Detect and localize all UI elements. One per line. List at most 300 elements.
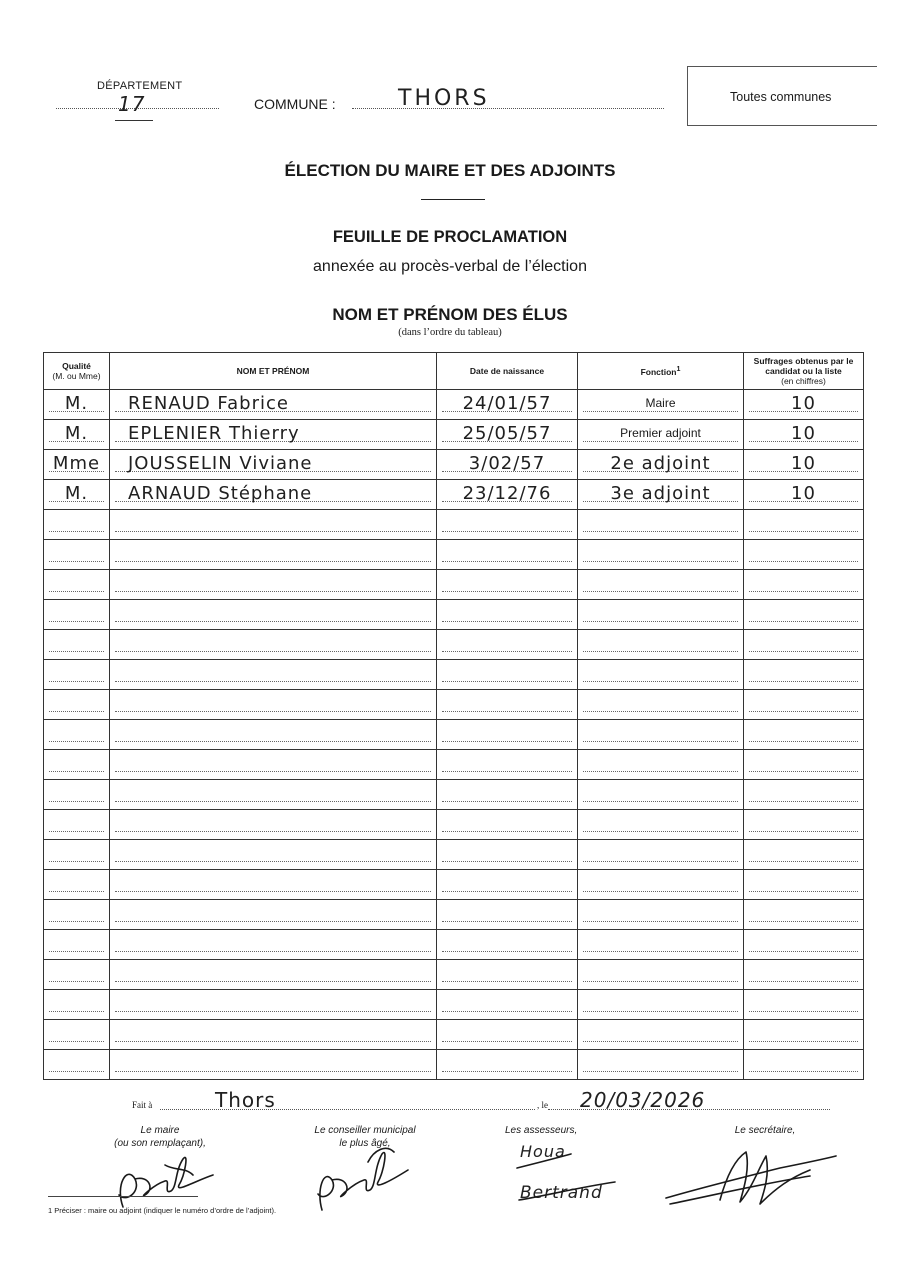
table-row-empty [44,780,864,810]
cell-fonction [578,660,744,690]
cell-fonction [578,990,744,1020]
dotted-line [115,1011,431,1012]
dotted-line [442,741,572,742]
list-subtitle: (dans l’ordre du tableau) [398,327,502,338]
cell-fonction [578,750,744,780]
cell-suffrages [744,1020,864,1050]
dotted-line [49,831,104,832]
cell-nom [110,810,437,840]
dotted-line [49,591,104,592]
table-row-empty [44,720,864,750]
cell-fonction [578,570,744,600]
cell-qualite [44,990,110,1020]
dotted-line [583,411,738,412]
cell-suffrages [744,450,864,480]
dotted-line [583,741,738,742]
dotted-line [749,561,858,562]
table-row-empty [44,690,864,720]
dotted-line [749,891,858,892]
commune-value: THORS [398,86,490,111]
cell-qualite-value: M. [64,483,89,504]
cell-suffrages [744,750,864,780]
header-nom: NOM ET PRÉNOM [110,353,437,390]
table-row-empty [44,510,864,540]
cell-qualite [44,540,110,570]
conseiller-caption-line1: Le conseiller municipal [314,1125,416,1136]
header-date: Date de naissance [437,353,578,390]
dotted-line [115,621,431,622]
cell-qualite [44,960,110,990]
maire-caption-line1: Le maire [140,1125,180,1136]
cell-qualite-value: M. [64,393,89,414]
cell-suffrages [744,630,864,660]
cell-fonction-value: Maire [645,396,676,410]
dotted-line [115,561,431,562]
dotted-line [583,921,738,922]
cell-date [437,840,578,870]
dotted-line [442,591,572,592]
dotted-line [583,951,738,952]
cell-date-value: 3/02/57 [468,453,546,474]
table-row [44,420,864,450]
cell-date [437,720,578,750]
cell-suffrages [744,930,864,960]
dotted-line [442,1071,572,1072]
table-row-empty [44,540,864,570]
commune-label: COMMUNE : [254,96,336,112]
table-row [44,450,864,480]
dotted-line [749,591,858,592]
header-fonction-sup: 1 [676,364,681,373]
cell-fonction [578,390,744,420]
cell-nom [110,390,437,420]
le-value: 20/03/2026 [580,1088,706,1112]
dotted-line [49,1071,104,1072]
header-qualite-label: Qualité [62,360,91,371]
table-row-empty [44,1020,864,1050]
cell-qualite [44,840,110,870]
cell-qualite [44,450,110,480]
assesseurs-caption: Les assesseurs, [505,1125,578,1136]
cell-suffrages [744,1050,864,1080]
dotted-line [115,681,431,682]
dotted-line [442,681,572,682]
dotted-line [749,531,858,532]
cell-nom [110,960,437,990]
cell-suffrages [744,390,864,420]
dotted-line [583,561,738,562]
dotted-line [442,981,572,982]
dotted-line [749,1071,858,1072]
cell-fonction [578,630,744,660]
cell-date [437,750,578,780]
cell-fonction [578,1020,744,1050]
cell-suffrages-value: 10 [791,483,816,504]
cell-fonction-value: 3e adjoint [610,483,711,504]
table-row-empty [44,630,864,660]
cell-date [437,690,578,720]
cell-nom [110,480,437,510]
dotted-line [583,531,738,532]
table-row-empty [44,750,864,780]
dotted-line [49,861,104,862]
cell-qualite [44,750,110,780]
dotted-line [442,1011,572,1012]
cell-suffrages [744,420,864,450]
secretaire-signature [660,1148,840,1208]
cell-suffrages [744,510,864,540]
dotted-line [49,621,104,622]
cell-qualite [44,510,110,540]
cell-nom [110,930,437,960]
dotted-line [583,711,738,712]
dotted-line [49,891,104,892]
footnote-rule [48,1196,198,1197]
dotted-line [49,771,104,772]
dotted-line [749,651,858,652]
cell-date [437,900,578,930]
dotted-line [442,831,572,832]
dotted-line [583,801,738,802]
dotted-line [749,741,858,742]
title-rule [421,199,485,200]
dotted-line [115,831,431,832]
dotted-line [115,1041,431,1042]
dotted-line [442,891,572,892]
dotted-line [442,951,572,952]
cell-suffrages-value: 10 [791,423,816,444]
dotted-line [583,831,738,832]
cell-qualite [44,870,110,900]
cell-nom [110,720,437,750]
cell-nom [110,840,437,870]
cell-qualite [44,660,110,690]
cell-date [437,630,578,660]
cell-suffrages [744,990,864,1020]
dotted-line [49,801,104,802]
table-row-empty [44,870,864,900]
dotted-line [583,1011,738,1012]
cell-suffrages-value: 10 [791,453,816,474]
dotted-line [749,771,858,772]
table-body [44,390,864,1080]
secretaire-caption: Le secrétaire, [734,1125,796,1136]
cell-suffrages [744,780,864,810]
dotted-line [115,711,431,712]
cell-nom-value: EPLENIER Thierry [128,423,300,444]
dotted-line [749,681,858,682]
dotted-line [49,741,104,742]
cell-date [437,540,578,570]
cell-date [437,480,578,510]
fait-label: Fait à [132,1100,153,1110]
cell-suffrages [744,660,864,690]
dotted-line [749,831,858,832]
cell-fonction-value: Premier adjoint [620,426,701,440]
dotted-line [583,771,738,772]
cell-nom [110,510,437,540]
cell-suffrages-value: 10 [791,393,816,414]
cell-suffrages [744,690,864,720]
cell-suffrages [744,600,864,630]
dotted-line [49,681,104,682]
dotted-line [49,981,104,982]
dotted-line [115,771,431,772]
dotted-line [49,711,104,712]
cell-suffrages [744,720,864,750]
cell-fonction-value: 2e adjoint [610,453,711,474]
header-fonction [578,353,744,390]
cell-fonction [578,720,744,750]
dotted-line [442,711,572,712]
cell-qualite [44,780,110,810]
dotted-line [49,1011,104,1012]
cell-nom [110,570,437,600]
cell-suffrages [744,870,864,900]
cell-qualite-value: Mme [52,453,101,474]
assesseur-2-signature: Bertrand [520,1183,603,1203]
table-row-empty [44,570,864,600]
cell-fonction [578,960,744,990]
dotted-line [442,861,572,862]
dotted-line [442,1041,572,1042]
cell-date [437,450,578,480]
table-row-empty [44,1050,864,1080]
table-row-empty [44,600,864,630]
cell-date [437,810,578,840]
sheet-subtitle: annexée au procès-verbal de l’élection [313,258,587,275]
dotted-line [49,1041,104,1042]
cell-fonction [578,930,744,960]
dotted-line [583,651,738,652]
dotted-line [49,951,104,952]
cell-qualite [44,1020,110,1050]
table-row-empty [44,900,864,930]
dotted-line [583,1071,738,1072]
dotted-line [442,771,572,772]
dotted-line [442,561,572,562]
footnote: 1 Préciser : maire ou adjoint (indiquer le numéro d’ordre de l’adjoint). [48,1206,277,1215]
dotted-line [115,951,431,952]
departement-value: 17 [118,92,146,116]
conseiller-caption-line2: le plus âgé, [339,1137,391,1149]
cell-qualite [44,480,110,510]
dotted-line [583,981,738,982]
dotted-line [749,801,858,802]
table-row-empty [44,810,864,840]
cell-qualite [44,690,110,720]
cell-date [437,1050,578,1080]
cell-nom [110,870,437,900]
dotted-line [115,801,431,802]
cell-suffrages [744,540,864,570]
table-row-empty [44,960,864,990]
dotted-line [583,621,738,622]
cell-nom-value: JOUSSELIN Viviane [128,453,313,474]
dotted-line [115,861,431,862]
dotted-line [583,891,738,892]
cell-qualite [44,930,110,960]
list-title: NOM ET PRÉNOM DES ÉLUS [332,305,568,324]
cell-nom [110,600,437,630]
table-row [44,390,864,420]
table-header-row [44,353,864,390]
dotted-line [442,621,572,622]
dotted-line [583,1041,738,1042]
assesseur-1-signature: Houa [520,1142,566,1161]
cell-date [437,780,578,810]
cell-suffrages [744,840,864,870]
cell-qualite-value: M. [64,423,89,444]
header-suffrages-sub: (en chiffres) [781,376,826,387]
cell-nom [110,540,437,570]
dotted-line [49,921,104,922]
cell-nom [110,630,437,660]
cell-fonction [578,900,744,930]
cell-qualite [44,630,110,660]
dotted-line [115,1071,431,1072]
cell-date-value: 25/05/57 [462,423,552,444]
dotted-line [442,921,572,922]
header-qualite [44,353,110,390]
conseiller-signature [310,1140,420,1215]
cell-qualite [44,720,110,750]
cell-date [437,660,578,690]
cell-suffrages [744,960,864,990]
table-row [44,480,864,510]
departement-label: DÉPARTEMENT [97,80,183,92]
dotted-line [115,741,431,742]
dotted-line [115,651,431,652]
main-title: ÉLECTION DU MAIRE ET DES ADJOINTS [284,161,616,180]
cell-qualite [44,600,110,630]
cell-qualite [44,570,110,600]
dotted-line [749,921,858,922]
table-row-empty [44,660,864,690]
cell-fonction [578,450,744,480]
cell-date [437,960,578,990]
table-row-empty [44,990,864,1020]
cell-date-value: 24/01/57 [462,393,552,414]
cell-fonction [578,690,744,720]
cell-nom-value: RENAUD Fabrice [128,393,289,414]
dotted-line [749,621,858,622]
header-qualite-sub: (M. ou Mme) [52,371,101,381]
cell-date [437,990,578,1020]
cell-nom [110,660,437,690]
dotted-line [583,681,738,682]
cell-nom-value: ARNAUD Stéphane [128,483,313,504]
cell-date [437,390,578,420]
cell-date [437,420,578,450]
stamp-text: Toutes communes [730,90,832,104]
cell-fonction [578,540,744,570]
assesseur-2-strike [515,1178,625,1208]
cell-fonction [578,510,744,540]
cell-nom [110,750,437,780]
table-row-empty [44,930,864,960]
dotted-line [749,1041,858,1042]
cell-fonction [578,780,744,810]
cell-nom [110,420,437,450]
cell-fonction [578,600,744,630]
cell-date [437,600,578,630]
cell-qualite [44,810,110,840]
dotted-line [442,801,572,802]
cell-fonction [578,870,744,900]
dotted-line [749,861,858,862]
dotted-line [749,981,858,982]
maire-caption-line2: (ou son remplaçant), [114,1137,206,1149]
cell-suffrages [744,570,864,600]
cell-qualite [44,390,110,420]
dotted-line [749,711,858,712]
cell-date [437,930,578,960]
header-suffrages-label: Suffrages obtenus par le candidat ou la liste [753,355,854,376]
cell-fonction [578,810,744,840]
cell-date [437,510,578,540]
dotted-line [749,1011,858,1012]
cell-qualite [44,1050,110,1080]
header-fonction-label: Fonction [640,366,677,377]
cell-fonction [578,480,744,510]
dotted-line [115,891,431,892]
cell-date-value: 23/12/76 [462,483,552,504]
dotted-line [115,531,431,532]
cell-suffrages [744,810,864,840]
cell-fonction [578,1050,744,1080]
cell-nom [110,990,437,1020]
dotted-line [49,651,104,652]
cell-suffrages [744,900,864,930]
cell-qualite [44,900,110,930]
cell-nom [110,900,437,930]
assesseur-1-strike [515,1152,575,1172]
elus-table [43,352,864,1080]
header-suffrages [744,353,864,390]
cell-fonction [578,840,744,870]
departement-underline [115,120,153,121]
sheet-title: FEUILLE DE PROCLAMATION [332,228,568,246]
dotted-line [49,561,104,562]
cell-fonction [578,420,744,450]
dotted-line [115,921,431,922]
dotted-line [442,651,572,652]
dotted-line [49,531,104,532]
cell-nom [110,1050,437,1080]
cell-date [437,870,578,900]
dotted-line [583,591,738,592]
cell-date [437,570,578,600]
dotted-line [583,861,738,862]
dotted-line [115,981,431,982]
table-row-empty [44,840,864,870]
dotted-line [442,531,572,532]
cell-nom [110,1020,437,1050]
cell-date [437,1020,578,1050]
cell-nom [110,450,437,480]
cell-suffrages [744,480,864,510]
cell-nom [110,690,437,720]
maire-signature [105,1145,225,1215]
dotted-line [583,441,738,442]
dotted-line [749,951,858,952]
fait-value: Thors [215,1088,276,1112]
cell-qualite [44,420,110,450]
cell-nom [110,780,437,810]
le-label: , le [537,1100,548,1110]
dotted-line [115,591,431,592]
